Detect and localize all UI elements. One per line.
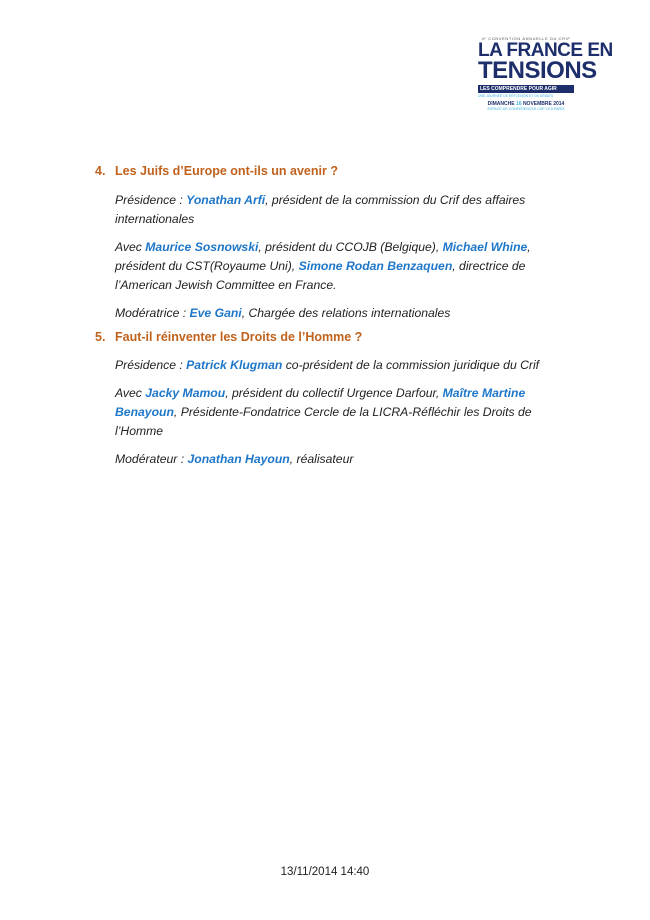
logo-place: ESPACE DE CONFÉRENCES CAP 15 À PARIS xyxy=(487,107,565,111)
person-name: Jonathan Hayoun xyxy=(187,452,290,466)
item-title xyxy=(95,163,575,179)
person-name: Maurice Sosnowski xyxy=(145,240,259,254)
person-name: Jacky Mamou xyxy=(145,386,226,400)
person-name: Yonathan Arfi xyxy=(186,193,266,207)
moderation-line xyxy=(115,304,575,323)
person-name: Patrick Klugman xyxy=(186,358,283,372)
avec-text: , directrice de l’American Jewish Committee en France. xyxy=(115,259,526,292)
avec-line xyxy=(115,238,575,295)
moderation-prefix: Modératrice : xyxy=(115,306,190,320)
footer-timestamp: 13/11/2014 14:40 xyxy=(280,866,370,878)
program-item xyxy=(95,163,575,323)
logo-title-line1: LA FRANCE EN xyxy=(478,40,613,61)
moderation-suffix: , réalisateur xyxy=(289,452,354,466)
presidence-suffix: co-président de la commission juridique du Crif xyxy=(282,358,540,372)
program-content xyxy=(95,163,575,469)
logo-title-line2: TENSIONS xyxy=(478,57,597,84)
person-name: Simone Rodan Benzaquen xyxy=(298,259,453,273)
logo-convention-line: 4ᵉ CONVENTION ANNUELLE DU CRIF xyxy=(481,36,571,41)
avec-prefix: Avec xyxy=(115,240,146,254)
presidence-prefix: Présidence : xyxy=(115,358,187,372)
presidence-line xyxy=(115,356,575,375)
person-name: Michael Whine xyxy=(442,240,528,254)
moderation-suffix: , Chargée des relations internationales xyxy=(241,306,451,320)
person-name: Eve Gani xyxy=(189,306,242,320)
moderation-prefix: Modérateur : xyxy=(115,452,188,466)
item-title xyxy=(95,329,575,345)
avec-text: , président du collectif Urgence Darfour, xyxy=(225,386,443,400)
avec-prefix: Avec xyxy=(115,386,146,400)
item-title-text: Les Juifs d’Europe ont-ils un avenir ? xyxy=(115,164,338,178)
presidence-prefix: Présidence : xyxy=(115,193,187,207)
logo-date-day: DIMANCHE xyxy=(487,101,515,107)
avec-text: , Présidente-Fondatrice Cercle de la LICRA-Réfléchir les Droits de l’Homme xyxy=(115,405,532,438)
logo-band-sub: UNE JOURNÉE DE RÉFLEXION ET DE DÉBATS xyxy=(478,94,554,98)
avec-text: , président du CST(Royaume Uni), xyxy=(115,240,531,273)
item-number: 5. xyxy=(95,330,106,344)
avec-line xyxy=(115,384,575,441)
logo-date-rest: NOVEMBRE 2014 xyxy=(522,101,565,107)
person-name: Maître Martine Benayoun xyxy=(115,386,526,419)
logo-band: LES COMPRENDRE POUR AGIR xyxy=(478,85,574,93)
item-number: 4. xyxy=(95,164,106,178)
convention-logo xyxy=(478,36,613,126)
program-item xyxy=(95,329,575,469)
moderation-line xyxy=(115,450,575,469)
logo-date-num: 16 xyxy=(515,101,522,107)
item-title-text: Faut-il réinventer les Droits de l’Homme ? xyxy=(115,330,363,344)
presidence-suffix: , président de la commission du Crif des affaires internationales xyxy=(115,193,526,226)
presidence-line xyxy=(115,191,575,229)
avec-text: , président du CCOJB (Belgique), xyxy=(258,240,443,254)
